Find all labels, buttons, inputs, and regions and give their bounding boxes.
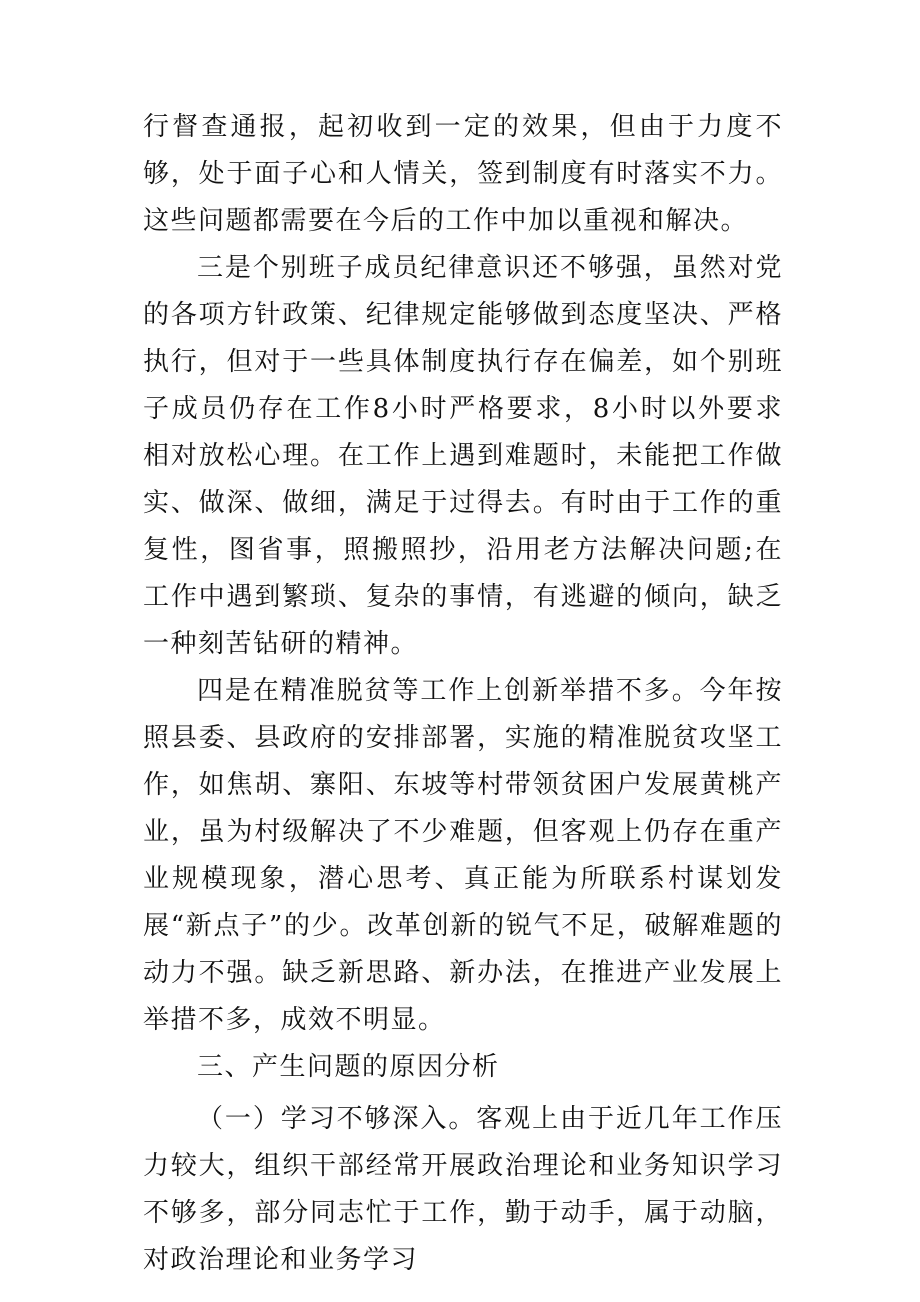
paragraph-study: （一）学习不够深入。客观上由于近几年工作压力较大，组织干部经常开展政治理论和业务知识学习不够多，部分同志忙于工作，勤于动手，属于动脑，对政治理论和业务学习: [143, 1104, 783, 1275]
document-body: [143, 104, 783, 1284]
paragraph-continuation: 行督查通报，起初收到一定的效果，但由于力度不够，处于面子心和人情关，签到制度有时落实不力。这些问题都需要在今后的工作中加以重视和解决。: [143, 112, 783, 236]
section-heading: 三、产生问题的原因分析: [197, 1052, 500, 1082]
paragraph-discipline: 三是个别班子成员纪律意识还不够强，虽然对党的各项方针政策、纪律规定能够做到态度坚决、严格执行，但对于一些具体制度执行存在偏差，如个别班子成员仍存在工作8小时严格要求，8小时以外要求相对放松心理。在工作上遇到难题时，未能把工作做实、做深、做细，满足于过得去。有时由于工作的重复性，图省事，照搬照抄，沿用老方法解决问题;在工作中遇到繁琐、复杂的事情，有逃避的倾向，缺乏一种刻苦钻研的精神。: [143, 253, 783, 659]
paragraph-innovation: 四是在精准脱贫等工作上创新举措不多。今年按照县委、县政府的安排部署，实施的精准脱贫攻坚工作，如焦胡、寨阳、东坡等村带领贫困户发展黄桃产业，虽为村级解决了不少难题，但客观上仍存在重产业规模现象，潜心思考、真正能为所联系村谋划发展“新点子”的少。改革创新的锐气不足，破解难题的动力不强。缺乏新思路、新办法，在推进产业发展上举措不多，成效不明显。: [143, 676, 783, 1035]
